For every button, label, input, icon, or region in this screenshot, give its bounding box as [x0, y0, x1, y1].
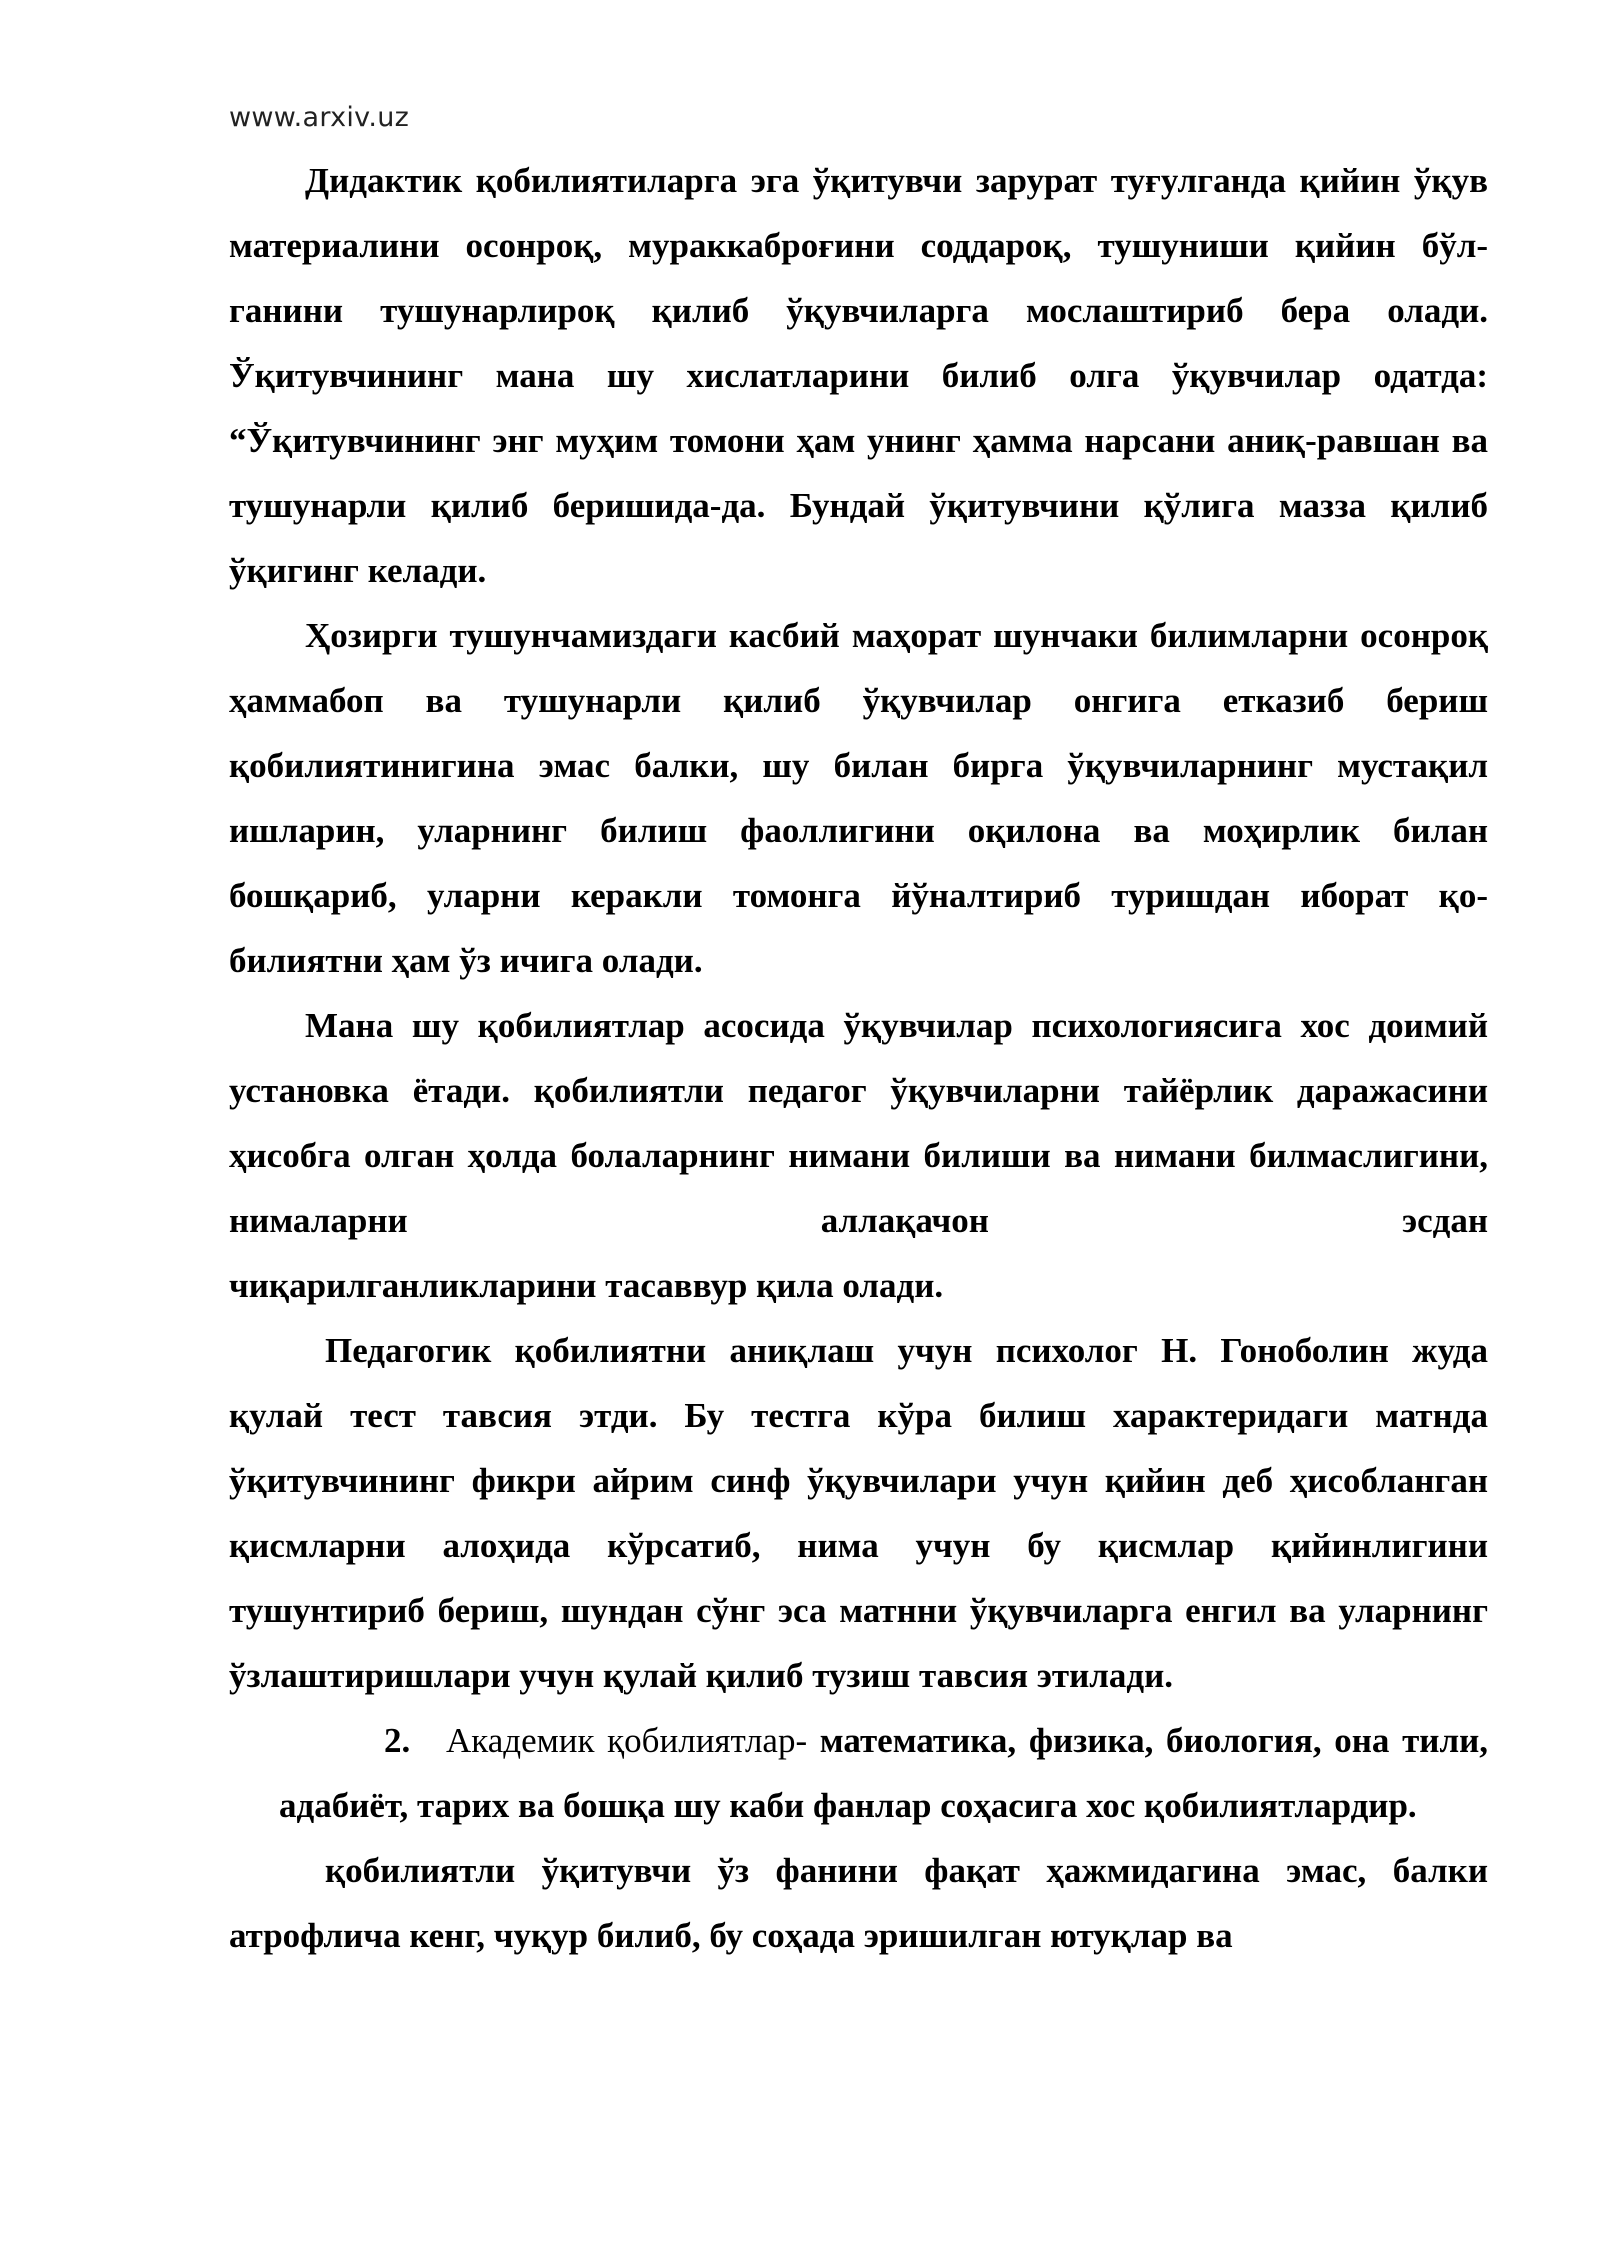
list-number: 2.	[384, 1721, 411, 1760]
paragraph-pupil-psychology: Мана шу қобилиятлар асосида ўқувчилар психологиясига хос доимий установка ётади. қобилиятли педагог ўқувчиларни тайёрлик даражасини ҳисобга олган ҳолда болаларнинг нимани билиши ва нимани билмаслигини, нималарни аллақачон эсдан	[229, 1006, 1488, 1240]
list-item-academic-abilities	[229, 1708, 1488, 1838]
list-rest-text: математика, физика, биология, она тили, адабиёт, тарих ва бошқа шу каби фанлар соҳасига хос қобилиятлардир.	[279, 1721, 1488, 1825]
document-body	[229, 148, 1488, 1968]
paragraph-capable-teacher: қобилиятли ўқитувчи ўз фанини фақат ҳажмидагина эмас, балки атрофлича кенг, чуқур билиб, бу соҳада эришилган ютуқлар ва	[229, 1851, 1488, 1955]
site-watermark: www.arxiv.uz	[229, 102, 410, 133]
paragraph-didactic-abilities: Дидактик қобилиятиларга эга ўқитувчи зарурат туғулганда қийин ўқув материалини осонроқ, мураккаброғини соддароқ, тушуниши қийин бўл-ганини тушунарлироқ қилиб ўқувчиларга мослаштириб бера олади. Ўқитувчининг мана шу хислатларини билиб олга ўқувчилар одатда: “Ўқитувчининг энг муҳим томони ҳам унинг ҳамма нарсани аниқ-равшан ва тушунарли қилиб беришида-да. Бундай ўқитувчини қўлига мазза қилиб ўқигинг келади.	[229, 161, 1488, 590]
paragraph-gonobolin-test: Педагогик қобилиятни аниқлаш учун психолог Н. Гоноболин жуда қулай тест тавсия этди. Бу тестга кўра билиш характеридаги матнда ўқитувчининг фикри айрим синф ўқувчилари учун қийин деб ҳисобланган қисмларни алоҳида кўрсатиб, нима учун бу қисмлар қийинлигини тушунтириб бериш, шундан сўнг эса матнни ўқувчиларга енгил ва уларнинг ўзлаштиришлари учун қулай қилиб тузиш тавсия этилади.	[229, 1331, 1488, 1695]
paragraph-professional-skill: Ҳозирги тушунчамиздаги касбий маҳорат шунчаки билимларни осонроқ ҳаммабоп ва тушунарли қилиб ўқувчилар онгига етказиб бериш қобилиятинигина эмас балки, шу билан бирга ўқувчиларнинг мустақил ишларин, уларнинг билиш фаоллигини оқилона ва моҳирлик билан бошқариб, уларни керакли томонга йўналтириб туришдан иборат қо-билиятни ҳам ўз ичига олади.	[229, 616, 1488, 980]
paragraph-pupil-psychology-end: чиқарилганликларини тасаввур қила олади.	[229, 1266, 944, 1305]
list-lead-text: Академик қобилиятлар-	[446, 1721, 808, 1760]
